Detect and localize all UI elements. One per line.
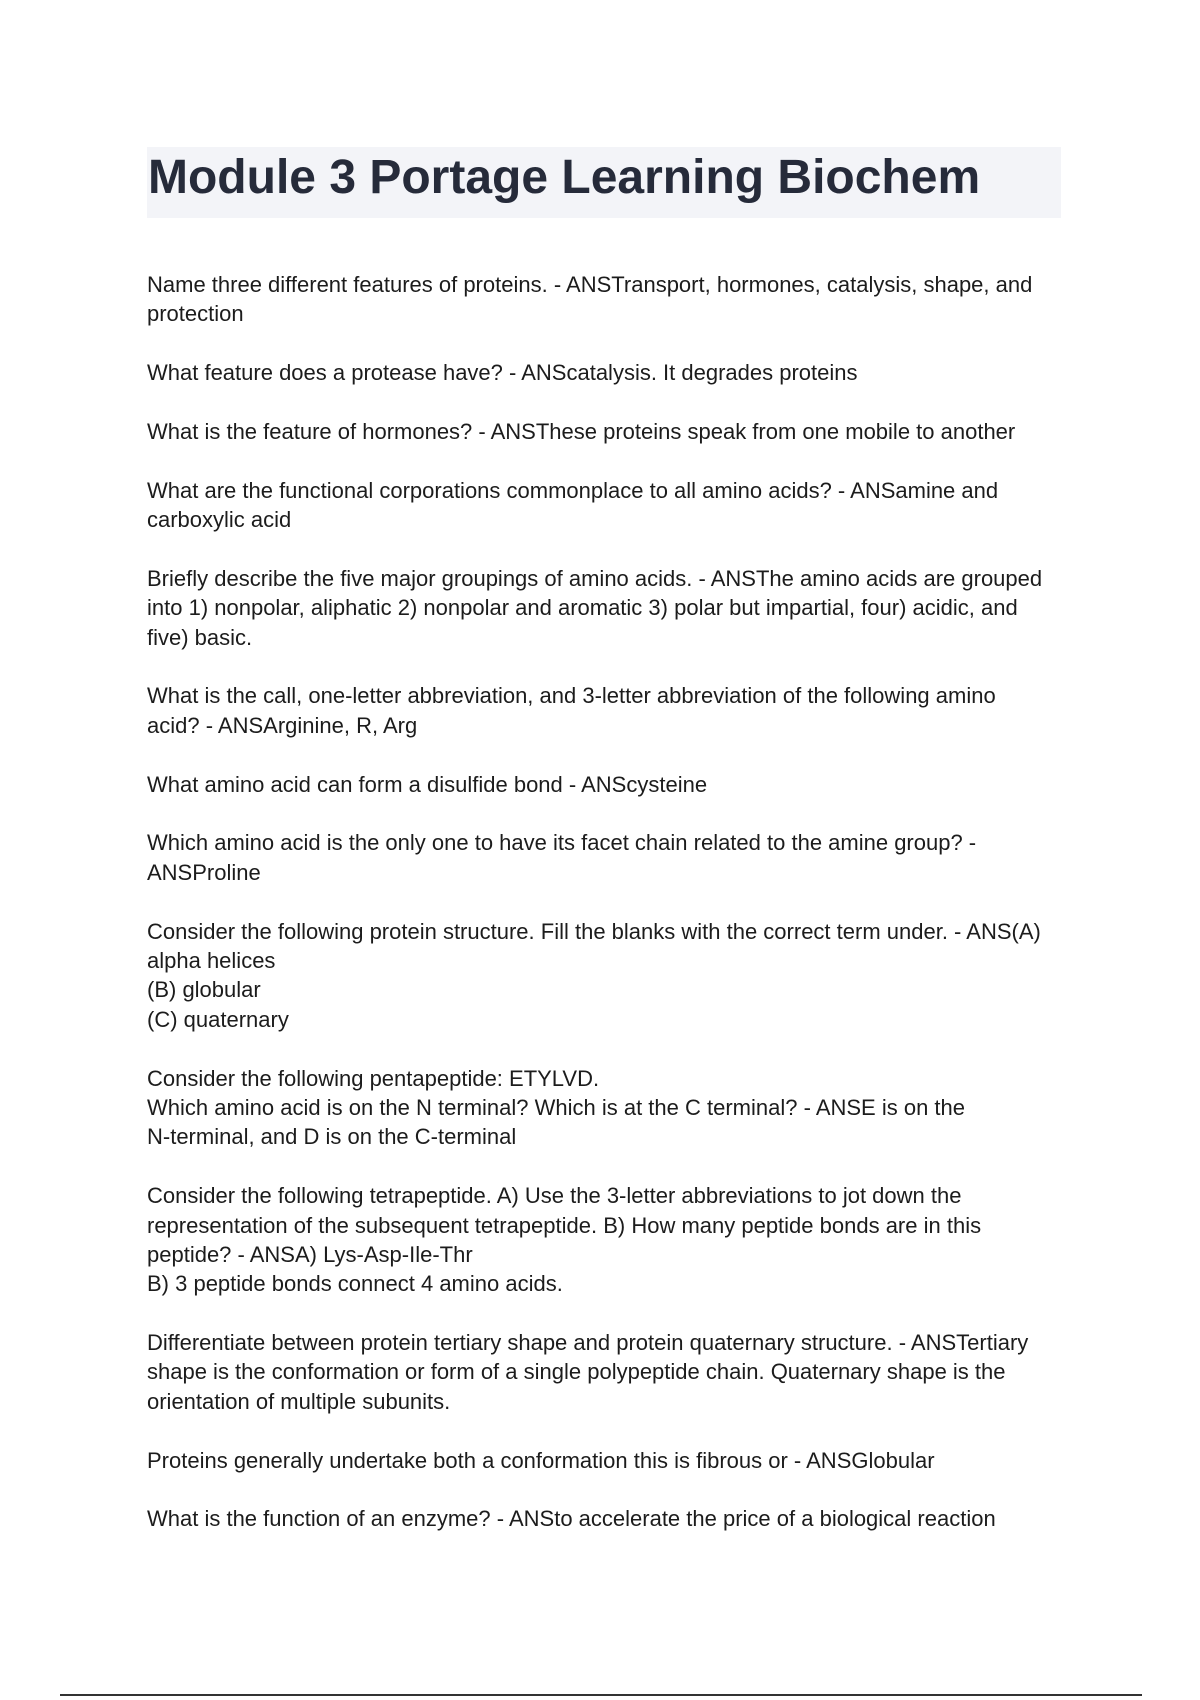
qa-item [147, 270, 1147, 329]
qa-line: shape is the conformation or form of a single polypeptide chain. Quaternary shape is the [147, 1359, 1006, 1385]
qa-item [147, 1504, 1147, 1533]
qa-item [147, 828, 1147, 887]
title-banner [147, 147, 1061, 218]
qa-line: Differentiate between protein tertiary shape and protein quaternary structure. - ANSTertiary [147, 1330, 1029, 1356]
qa-line: ANSProline [147, 859, 261, 885]
qa-item [147, 770, 1147, 799]
page-title: Module 3 Portage Learning Biochem [148, 151, 981, 204]
qa-line: Consider the following tetrapeptide. A) Use the 3-letter abbreviations to jot down the [147, 1183, 962, 1209]
qa-line: orientation of multiple subunits. [147, 1388, 451, 1414]
qa-line: peptide? - ANSA) Lys-Asp-Ile-Thr [147, 1241, 473, 1267]
qa-line: Which amino acid is on the N terminal? Which is at the C terminal? - ANSE is on the [147, 1094, 966, 1120]
qa-item [147, 417, 1147, 446]
qa-line: What is the function of an enzyme? - ANSto accelerate the price of a biological reaction [147, 1506, 996, 1532]
qa-list [147, 270, 1147, 1563]
qa-line: What is the feature of hormones? - ANSThese proteins speak from one mobile to another [147, 418, 1016, 444]
qa-line: (C) quaternary [147, 1006, 289, 1032]
qa-item [147, 917, 1147, 1035]
qa-line: What are the functional corporations commonplace to all amino acids? - ANSamine and [147, 477, 999, 503]
footer-rule [60, 1694, 1142, 1696]
qa-line: What feature does a protease have? - ANScatalysis. It degrades proteins [147, 360, 858, 386]
qa-item [147, 1181, 1147, 1299]
qa-line: representation of the subsequent tetrapeptide. B) How many peptide bonds are in this [147, 1212, 982, 1238]
qa-line: Consider the following protein structure. Fill the blanks with the correct term under. - ANS(A) [147, 918, 1041, 944]
qa-line: (B) globular [147, 977, 261, 1003]
qa-line: carboxylic acid [147, 507, 292, 533]
qa-item [147, 1328, 1147, 1416]
qa-line: Name three different features of proteins. - ANSTransport, hormones, catalysis, shape, and [147, 272, 1033, 297]
qa-line: N-terminal, and D is on the C-terminal [147, 1124, 517, 1150]
qa-line: five) basic. [147, 624, 253, 650]
qa-item [147, 476, 1147, 535]
qa-line: Which amino acid is the only one to have its facet chain related to the amine group? - [147, 830, 977, 856]
qa-line: protection [147, 301, 244, 327]
qa-line: Briefly describe the five major groupings of amino acids. - ANSThe amino acids are grouped [147, 565, 1043, 591]
qa-line: Proteins generally undertake both a conformation this is fibrous or - ANSGlobular [147, 1447, 935, 1473]
qa-item [147, 564, 1147, 652]
qa-line: into 1) nonpolar, aliphatic 2) nonpolar and aromatic 3) polar but impartial, four) acidic, and [147, 595, 1018, 621]
qa-item [147, 1446, 1147, 1475]
qa-line: B) 3 peptide bonds connect 4 amino acids. [147, 1271, 563, 1297]
qa-line: alpha helices [147, 947, 276, 973]
qa-line: Consider the following pentapeptide: ETYLVD. [147, 1065, 600, 1091]
qa-line: What amino acid can form a disulfide bond - ANScysteine [147, 771, 708, 797]
qa-item [147, 681, 1147, 740]
qa-item [147, 358, 1147, 387]
qa-line: acid? - ANSArginine, R, Arg [147, 712, 418, 738]
qa-line: What is the call, one-letter abbreviation, and 3-letter abbreviation of the following amino [147, 683, 996, 709]
qa-item [147, 1064, 1147, 1152]
